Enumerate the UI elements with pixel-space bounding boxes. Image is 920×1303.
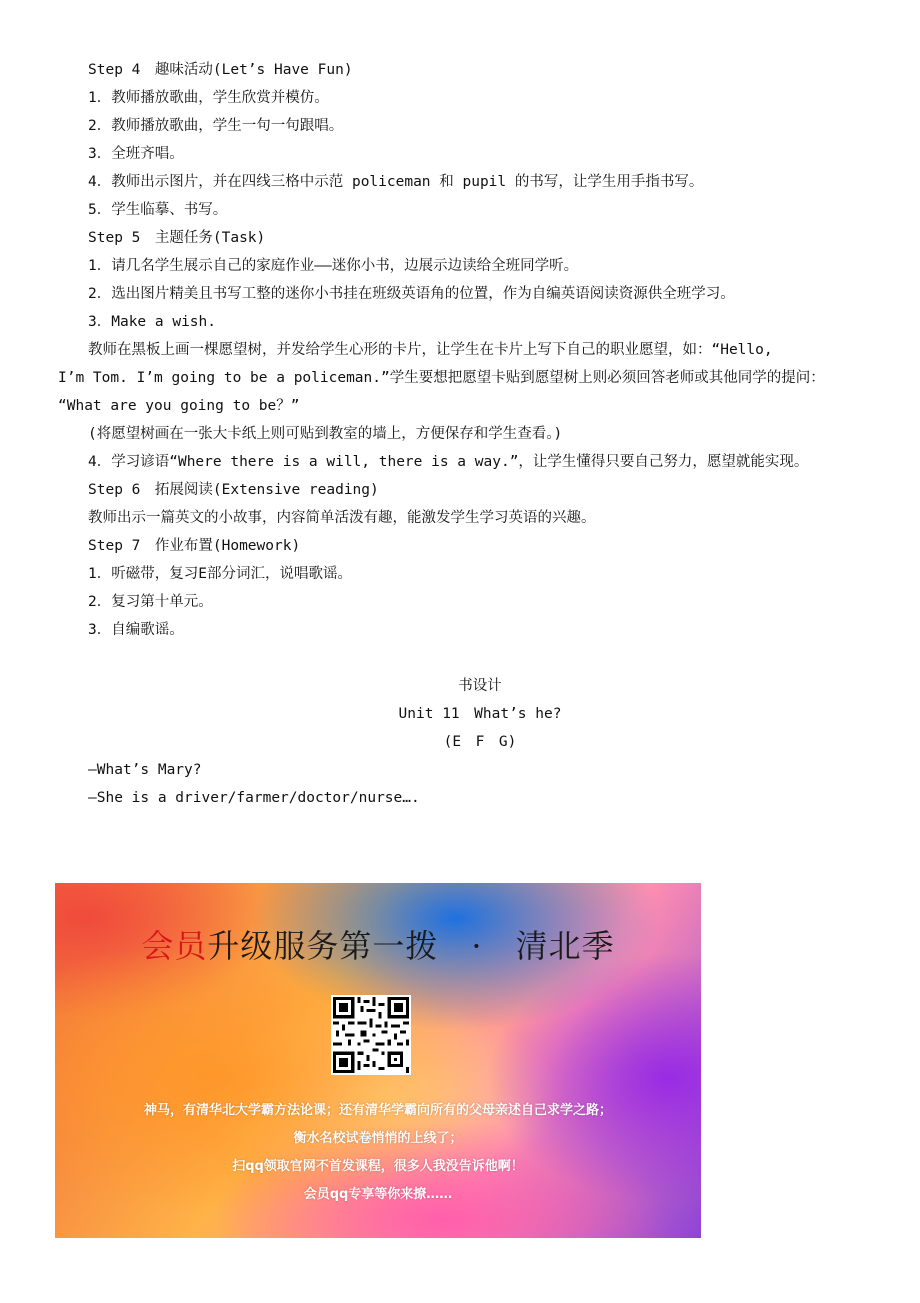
wish-paragraph-line-2: I’m Tom. I’m going to be a policeman.”学生要想把愿望卡贴到愿望树上则必须回答老师或其他同学的提问： (58, 370, 825, 386)
step7-heading: Step 7 作业布置(Homework) (88, 538, 301, 554)
wish-note: (将愿望树画在一张大卡纸上则可贴到教室的墙上，方便保存和学生查看。) (88, 426, 563, 442)
wish-paragraph-line-3: “What are you going to be？” (58, 398, 300, 414)
step4-item-1: 1．教师播放歌曲，学生欣赏并模仿。 (88, 90, 329, 106)
step5-item-4: 4．学习谚语“Where there is a will, there is a way.”，让学生懂得只要自己努力，愿望就能实现。 (88, 454, 809, 470)
banner-title (55, 921, 701, 967)
step4-item-2: 2．教师播放歌曲，学生一句一句跟唱。 (88, 118, 344, 134)
step4-heading: Step 4 趣味活动(Let’s Have Fun) (88, 62, 353, 78)
board-design-heading: 书设计 (458, 678, 502, 694)
step5-item-3: 3．Make a wish. (88, 314, 216, 330)
banner-line-4: 会员qq专享等你来撩…… (303, 1187, 453, 1202)
step4-item-3: 3．全班齐唱。 (88, 146, 184, 162)
step5-item-2: 2．选出图片精美且书写工整的迷你小书挂在班级英语角的位置，作为自编英语阅读资源供全班学习。 (88, 286, 735, 302)
board-parts: (E F G) (443, 734, 517, 750)
step7-item-3: 3．自编歌谣。 (88, 622, 184, 638)
step4-item-4: 4．教师出示图片，并在四线三格中示范 policeman 和 pupil 的书写，让学生用手指书写。 (88, 174, 704, 190)
step4-item-5: 5．学生临摹、书写。 (88, 202, 228, 218)
step7-item-2: 2．复习第十单元。 (88, 594, 213, 610)
banner-title-highlight: 会员 (141, 927, 208, 965)
promo-banner[interactable] (55, 883, 701, 1238)
step5-heading: Step 5 主题任务(Task) (88, 230, 266, 246)
banner-title-rest: 升级服务第一拨 · 清北季 (207, 927, 615, 965)
board-question: —What’s Mary? (88, 762, 202, 778)
board-answer: —She is a driver/farmer/doctor/nurse…. (88, 790, 420, 806)
step6-text: 教师出示一篇英文的小故事，内容简单活泼有趣，能激发学生学习英语的兴趣。 (88, 510, 596, 526)
step6-heading: Step 6 拓展阅读(Extensive reading) (88, 482, 379, 498)
qr-code-icon[interactable] (331, 995, 411, 1075)
step5-item-1: 1．请几名学生展示自己的家庭作业——迷你小书，边展示边读给全班同学听。 (88, 258, 579, 274)
step7-item-1: 1．听磁带，复习E部分词汇，说唱歌谣。 (88, 566, 352, 582)
wish-paragraph-line-1: 教师在黑板上画一棵愿望树，并发给学生心形的卡片，让学生在卡片上写下自己的职业愿望，如：“Hello, (88, 342, 773, 358)
board-unit-title: Unit 11 What’s he? (398, 706, 562, 722)
banner-line-2: 衡水名校试卷悄悄的上线了； (293, 1131, 463, 1146)
banner-line-3: 扫qq领取官网不首发课程，很多人我没告诉他啊！ (232, 1159, 524, 1174)
banner-line-1: 神马，有清华北大学霸方法论课；还有清华学霸向所有的父母亲述自己求学之路； (143, 1103, 612, 1118)
